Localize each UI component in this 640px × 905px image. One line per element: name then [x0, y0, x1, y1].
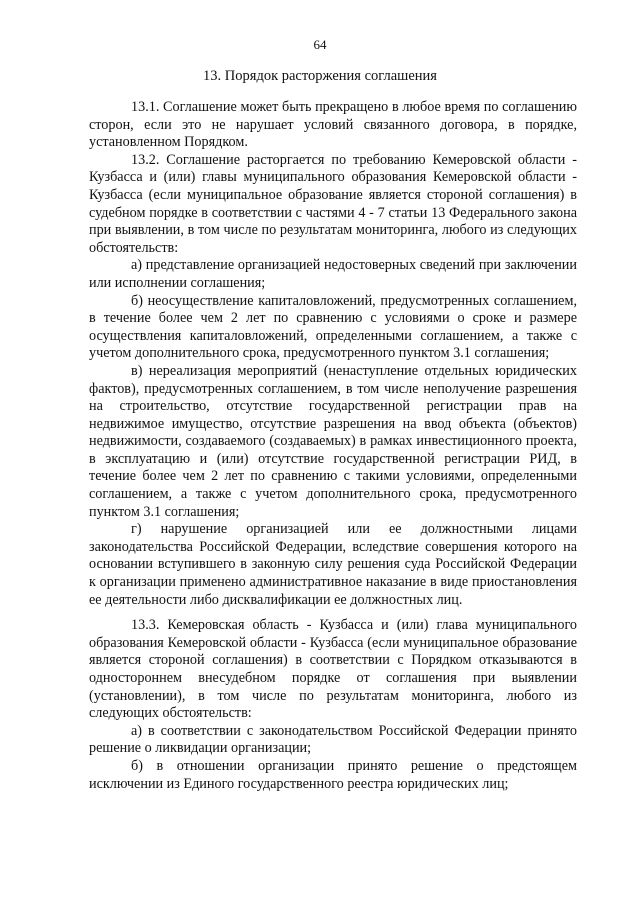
paragraph-spacer [89, 609, 577, 617]
paragraph-13-2-a: а) представление организацией недостоверных сведений при заключении или исполнении соглашения; [89, 257, 577, 291]
page-number: 64 [313, 37, 327, 52]
section-title: 13. Порядок расторжения соглашения [203, 68, 437, 84]
paragraph-13-3-b: б) в отношении организации принято решение о предстоящем исключении из Единого государственного реестра юридических лиц; [89, 757, 577, 792]
paragraph-13-1: 13.1. Соглашение может быть прекращено в любое время по соглашению сторон, если это не нарушает условий связанного договора, в порядке, установленном Порядком. [89, 99, 577, 151]
paragraph-13-2-g: г) нарушение организацией или ее должностными лицами законодательства Российской Федерации, вследствие совершения которого на основании вступившего в законную силу решения суда Российской Федерации к организации применено административное наказание в виде приостановления ее деятельности либо дисквалификации ее должностных лиц. [89, 521, 577, 608]
paragraph-13-3-a: а) в соответствии с законодательством Российской Федерации принято решение о ликвидации организации; [89, 722, 577, 757]
document-body [89, 99, 577, 793]
paragraph-13-2-v: в) нереализация мероприятий (ненаступление отдельных юридических фактов), предусмотренных соглашением, в том числе неполучение разрешения на строительство, отсутствие государственной регистрации прав на недвижимое имущество, отсутствие разрешения на ввод объекта (объектов) недвижимости, создаваемого (создаваемых) в рамках инвестиционного проекта, в эксплуатацию и (или) отсутствие государственной регистрации РИД, в течение более чем 2 лет по сравнению с такими условиями, определенными соглашением, а также с учетом дополнительного срока, предусмотренного пунктом 3.1 соглашения; [89, 362, 577, 520]
paragraph-13-2: 13.2. Соглашение расторгается по требованию Кемеровской области - Кузбасса и (или) главы муниципального образования Кемеровской области - Кузбасса (если муниципальное образование является стороной соглашения) в судебном порядке в соответствии с частями 4 - 7 статьи 13 Федерального закона при выявлении, в том числе по результатам мониторинга, любого из следующих обстоятельств: [89, 151, 577, 256]
paragraph-13-3: 13.3. Кемеровская область - Кузбасса и (или) глава муниципального образования Кемеровской области - Кузбасса (если муниципальное образование является стороной соглашения) в соответствии с Порядком отказываются в одностороннем внесудебном порядке от соглашения при выявлении (установлении), в том числе по результатам мониторинга, любого из следующих обстоятельств: [89, 617, 577, 722]
paragraph-13-2-b: б) неосуществление капиталовложений, предусмотренных соглашением, в течение более чем 2 лет по сравнению с условиями о сроке и размере осуществления капиталовложений, определенными соглашением, а также с учетом дополнительного срока, предусмотренного пунктом 3.1 соглашения; [89, 292, 577, 362]
